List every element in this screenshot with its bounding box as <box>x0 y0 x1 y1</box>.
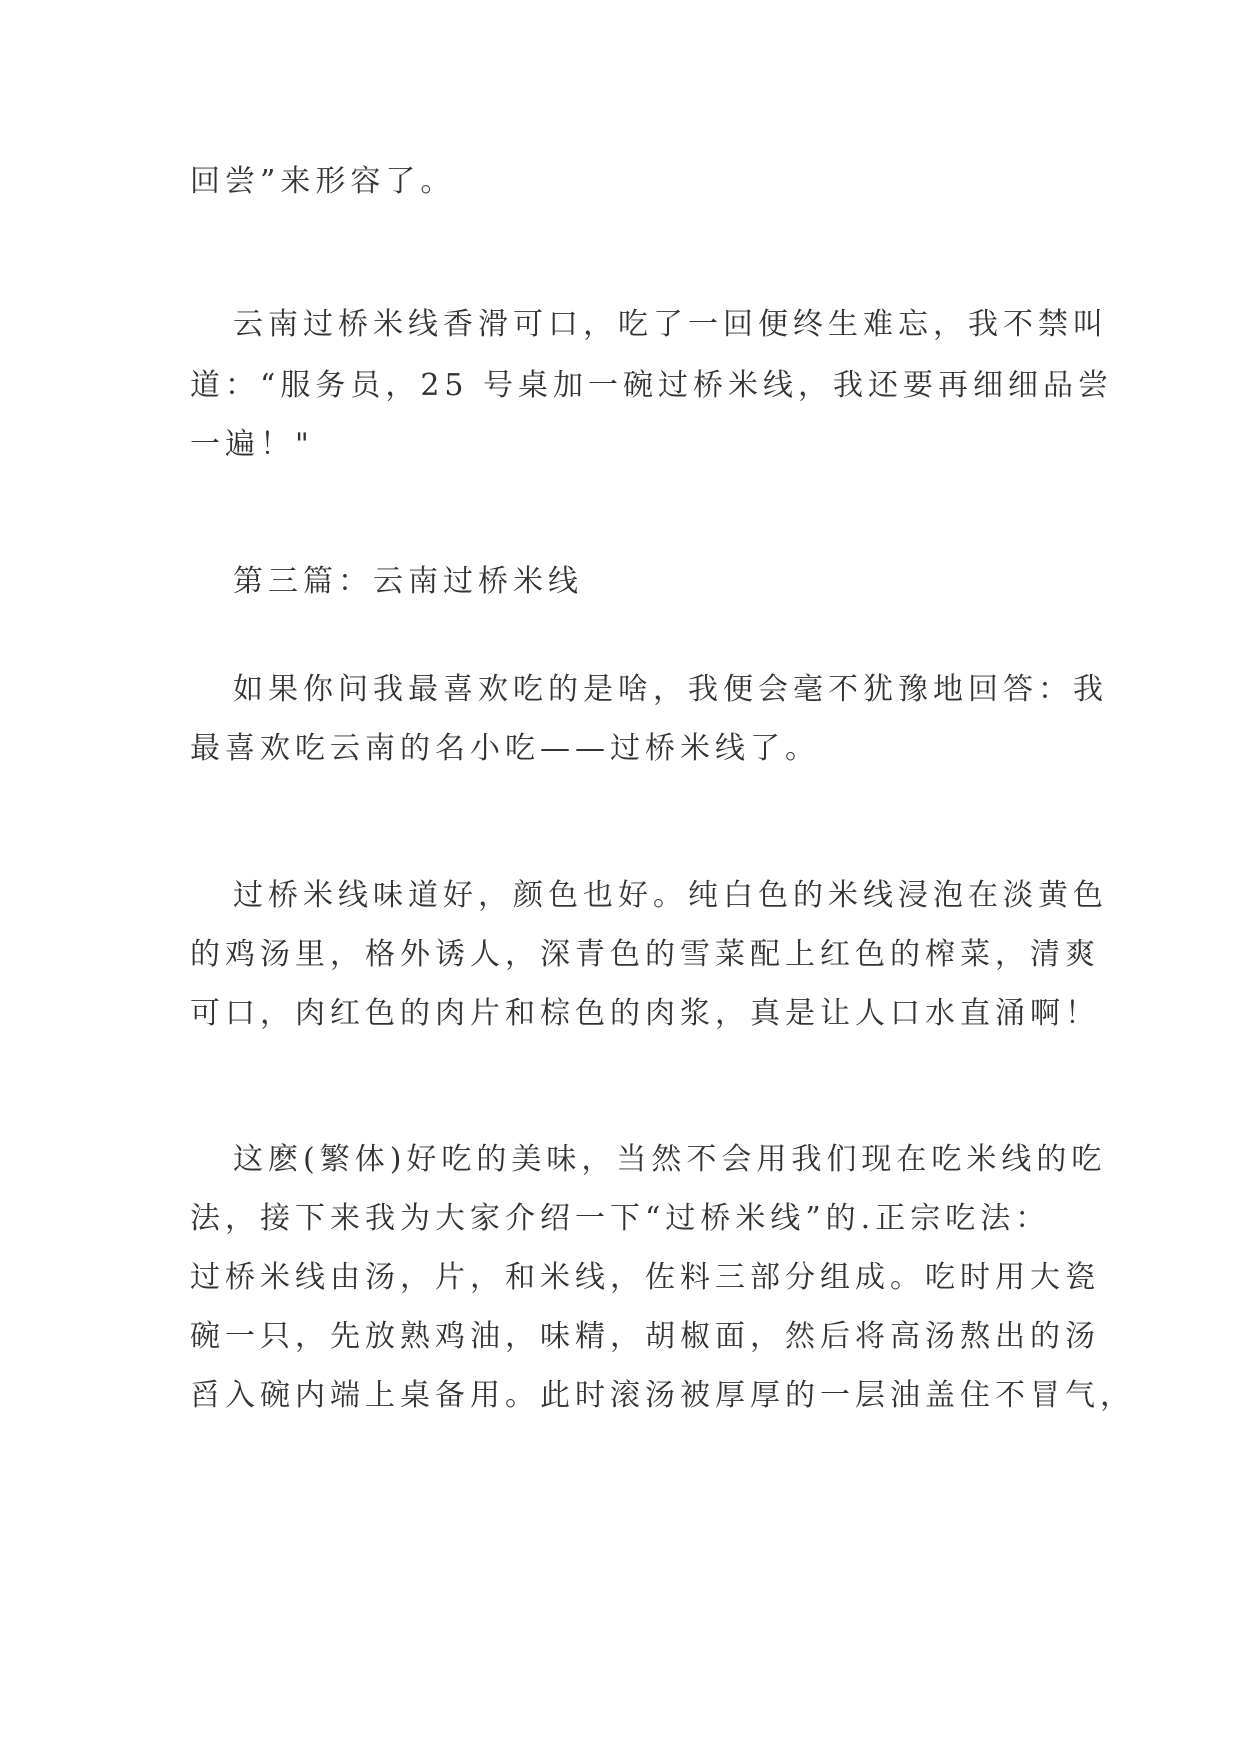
paragraph-line: 法，接下来我为大家介绍一下“过桥米线”的.正宗吃法： <box>190 1201 1051 1236</box>
paragraph-line: 可口，肉红色的肉片和棕色的肉浆，真是让人口水直涌啊！ <box>190 996 1100 1031</box>
paragraph-line: 的鸡汤里，格外诱人，深青色的雪菜配上红色的榨菜，清爽 <box>190 937 1100 972</box>
paragraph-line: 云南过桥米线香滑可口，吃了一回便终生难忘，我不禁叫 <box>233 307 1108 342</box>
paragraph-line: 过桥米线由汤，片，和米线，佐料三部分组成。吃时用大瓷 <box>190 1260 1100 1295</box>
paragraph-line: 这麽(繁体)好吃的美味，当然不会用我们现在吃米线的吃 <box>233 1142 1107 1177</box>
paragraph-line: 过桥米线味道好，颜色也好。纯白色的米线浸泡在淡黄色 <box>233 878 1108 913</box>
paragraph-line: 道：“服务员，25 号桌加一碗过桥米线，我还要再细细品尝 <box>190 368 1114 403</box>
paragraph-line: 回尝”来形容了。 <box>190 164 456 199</box>
paragraph-line: 舀入碗内端上桌备用。此时滚汤被厚厚的一层油盖住不冒气， <box>190 1378 1135 1413</box>
paragraph-line: 最喜欢吃云南的名小吃——过桥米线了。 <box>190 731 820 766</box>
paragraph-line: 碗一只，先放熟鸡油，味精，胡椒面，然后将高汤熬出的汤 <box>190 1319 1100 1354</box>
section-heading: 第三篇：云南过桥米线 <box>233 564 583 599</box>
paragraph-line: 如果你问我最喜欢吃的是啥，我便会毫不犹豫地回答：我 <box>233 672 1108 707</box>
paragraph-line: 一遍！" <box>190 427 314 462</box>
